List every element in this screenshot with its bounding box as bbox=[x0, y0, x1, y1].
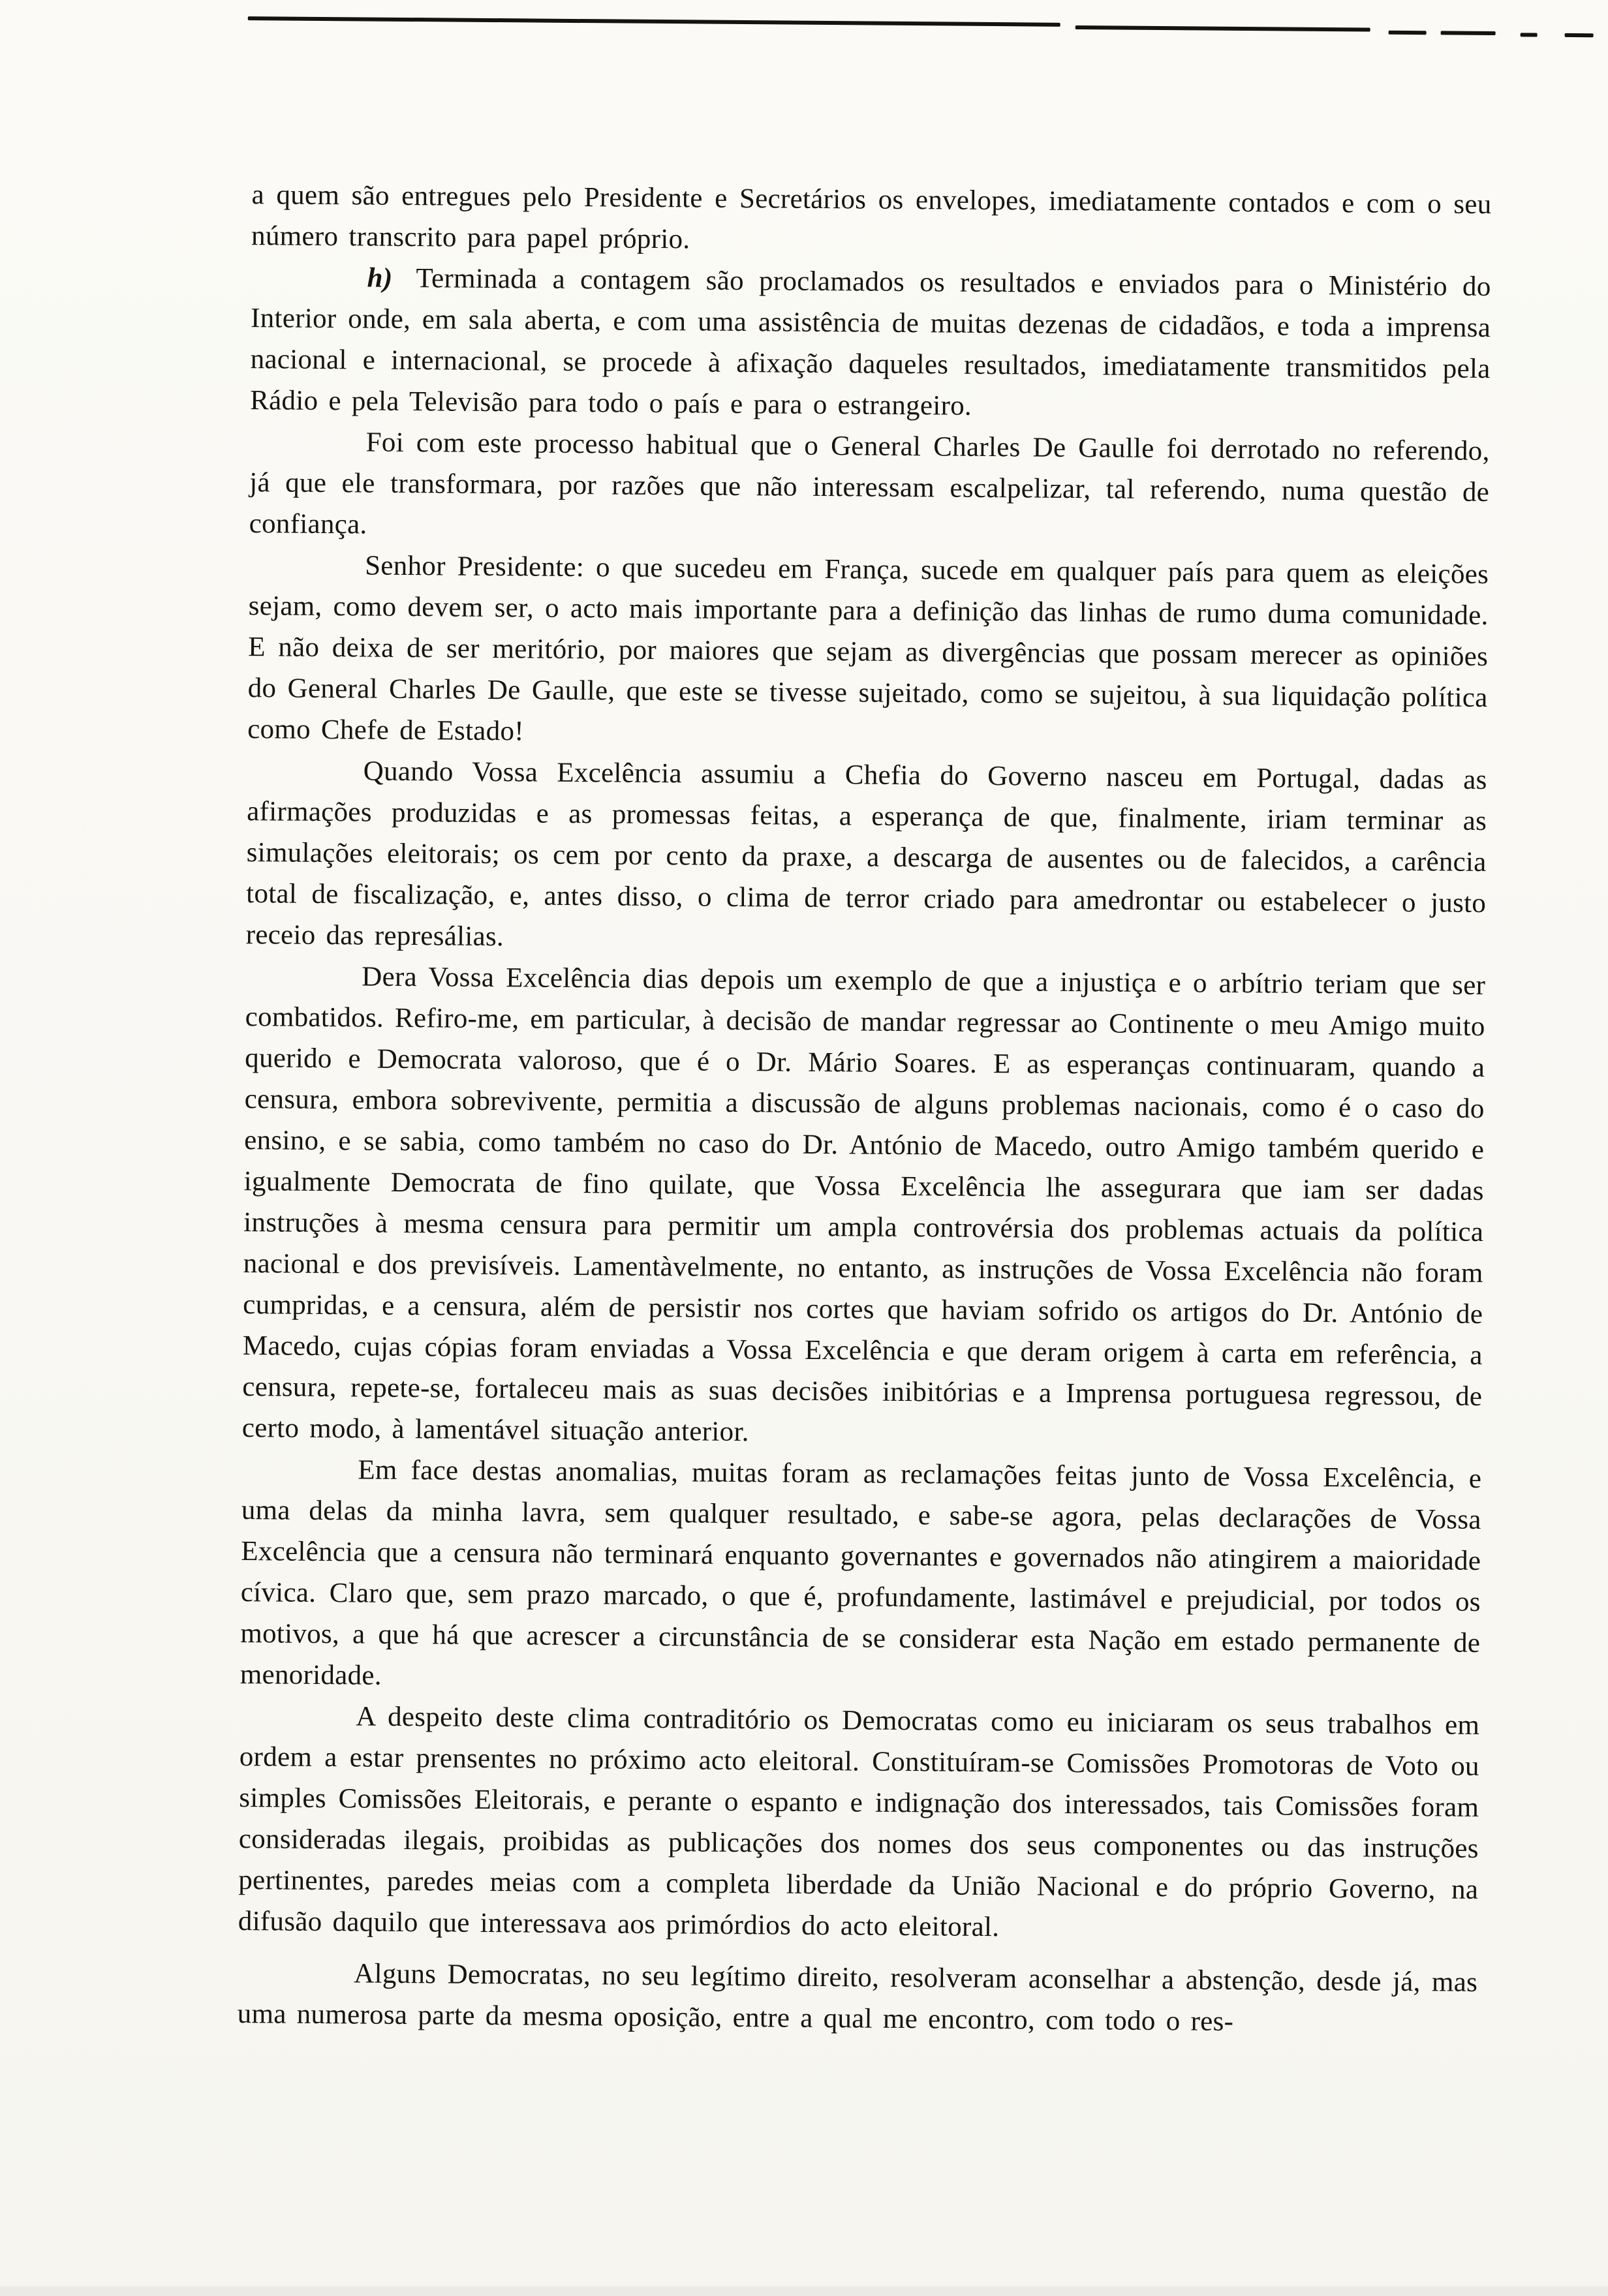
list-item-marker: h) bbox=[367, 263, 392, 294]
paragraph: a quem são entregues pelo Presidente e Secretários os envelopes, imediatamente contados e com o seu número transcrito para papel próprio. bbox=[251, 174, 1492, 266]
paragraph-list-item-h bbox=[250, 256, 1491, 431]
paragraph: Quando Vossa Excelência assumiu a Chefia do Governo nasceu em Portugal, dadas as afirmações produzidas e as promessas feitas, a esperança de que, finalmente, iriam terminar as simulações eleitorais; os cem por cento da praxe, a descarga de ausentes ou de falecidos, a carência total de fiscalização, e, antes disso, o clima de terror criado para amedrontar ou estabelecer o justo receio das represálias. bbox=[245, 750, 1487, 965]
scan-line-dash bbox=[1565, 33, 1594, 37]
paragraph: A despeito deste clima contraditório os Democratas como eu iniciaram os seus trabalhos em ordem a estar prensentes no próximo acto eleitoral. Constituíram-se Comissões Promotoras de Voto ou simples Comissões Eleitorais, e perante o espanto e indignação dos interessados, tais Comissões foram consideradas ilegais, proibidas as publicações dos nomes dos seus componentes ou das instruções pertinentes, paredes meias com a completa liberdade da União Nacional e do próprio Governo, na difusão daquilo que interessava aos primórdios do acto eleitoral. bbox=[238, 1695, 1480, 1952]
scan-line-segment bbox=[1075, 25, 1370, 32]
paragraph: Em face destas anomalias, muitas foram as reclamações feitas junto de Vossa Excelência, e uma delas da minha lavra, sem qualquer resultado, e sabe-se agora, pelas declarações de Vossa Excelência que a censura não terminará enquanto governantes e governados não atingirem a maioridade cívica. Claro que, sem prazo marcado, o que é, profundamente, lastimável e prejudicial, por todos os motivos, a que há que acrescer a circunstância de se considerar esta Nação em estado permanente de menoridade. bbox=[240, 1448, 1482, 1705]
paragraph: Alguns Democratas, no seu legítimo direito, resolveram aconselhar a abstenção, desde já, mas uma numerosa parte da mesma oposição, entre a qual me encontro, com todo o res- bbox=[238, 1952, 1478, 2044]
scan-line-dash bbox=[1441, 31, 1496, 35]
document-body bbox=[238, 174, 1492, 2044]
paragraph: Senhor Presidente: o que sucedeu em França, sucede em qualquer país para quem as eleições sejam, como devem ser, o acto mais importante para a definição das linhas de rumo duma comunidade. E não deixa de ser meritório, por maiores que sejam as divergências que possam merecer as opiniões do General Charles De Gaulle, que este se tivesse sujeitado, como se sujeitou, à sua liquidação política como Chefe de Estado! bbox=[247, 544, 1489, 759]
scan-line-dash bbox=[1521, 33, 1538, 37]
scan-line-dash bbox=[1389, 31, 1427, 35]
paragraph: Foi com este processo habitual que o General Charles De Gaulle foi derrotado no referendo, já que ele transformara, por razões que não interessam escalpelizar, tal referendo, numa questão de confiança. bbox=[249, 421, 1489, 554]
paragraph: Dera Vossa Excelência dias depois um exemplo de que a injustiça e o arbítrio teriam que ser combatidos. Refiro-me, em particular, à decisão de mandar regressar ao Continente o meu Amigo muito querido e Democrata valoroso, que é o Dr. Mário Soares. E as esperanças continuaram, quando a censura, embora sobrevivente, permitia a discussão de alguns problemas nacionais, como é o caso do ensino, e se sabia, como também no caso do Dr. António de Macedo, outro Amigo também querido e igualmente Democrata de fino quilate, que Vossa Excelência lhe assegurara que iam ser dadas instruções à mesma censura para permitir um ampla controvérsia dos problemas actuais da política nacional e dos previsíveis. Lamentàvelmente, no entanto, as instruções de Vossa Excelência não foram cumpridas, e a censura, além de persistir nos cortes que haviam sofrido os artigos do Dr. António de Macedo, cujas cópias foram enviadas a Vossa Excelência e que deram origem à carta em referência, a censura, repete-se, fortaleceu mais as suas decisões inibitórias e a Imprensa portuguesa regressou, de certo modo, à lamentável situação anterior. bbox=[242, 955, 1486, 1458]
scan-line-segment bbox=[248, 16, 1060, 27]
paragraph-text: Terminada a contagem são proclamados os resultados e enviados para o Ministério do Interior onde, em sala aberta, e com uma assistência de muitas dezenas de cidadãos, e toda a imprensa nacional e internacional, se procede à afixação daqueles resultados, imediatamente transmitidos pela Rádio e pela Televisão para todo o país e para o estrangeiro. bbox=[250, 263, 1491, 421]
scan-artifact-line bbox=[0, 14, 1608, 40]
